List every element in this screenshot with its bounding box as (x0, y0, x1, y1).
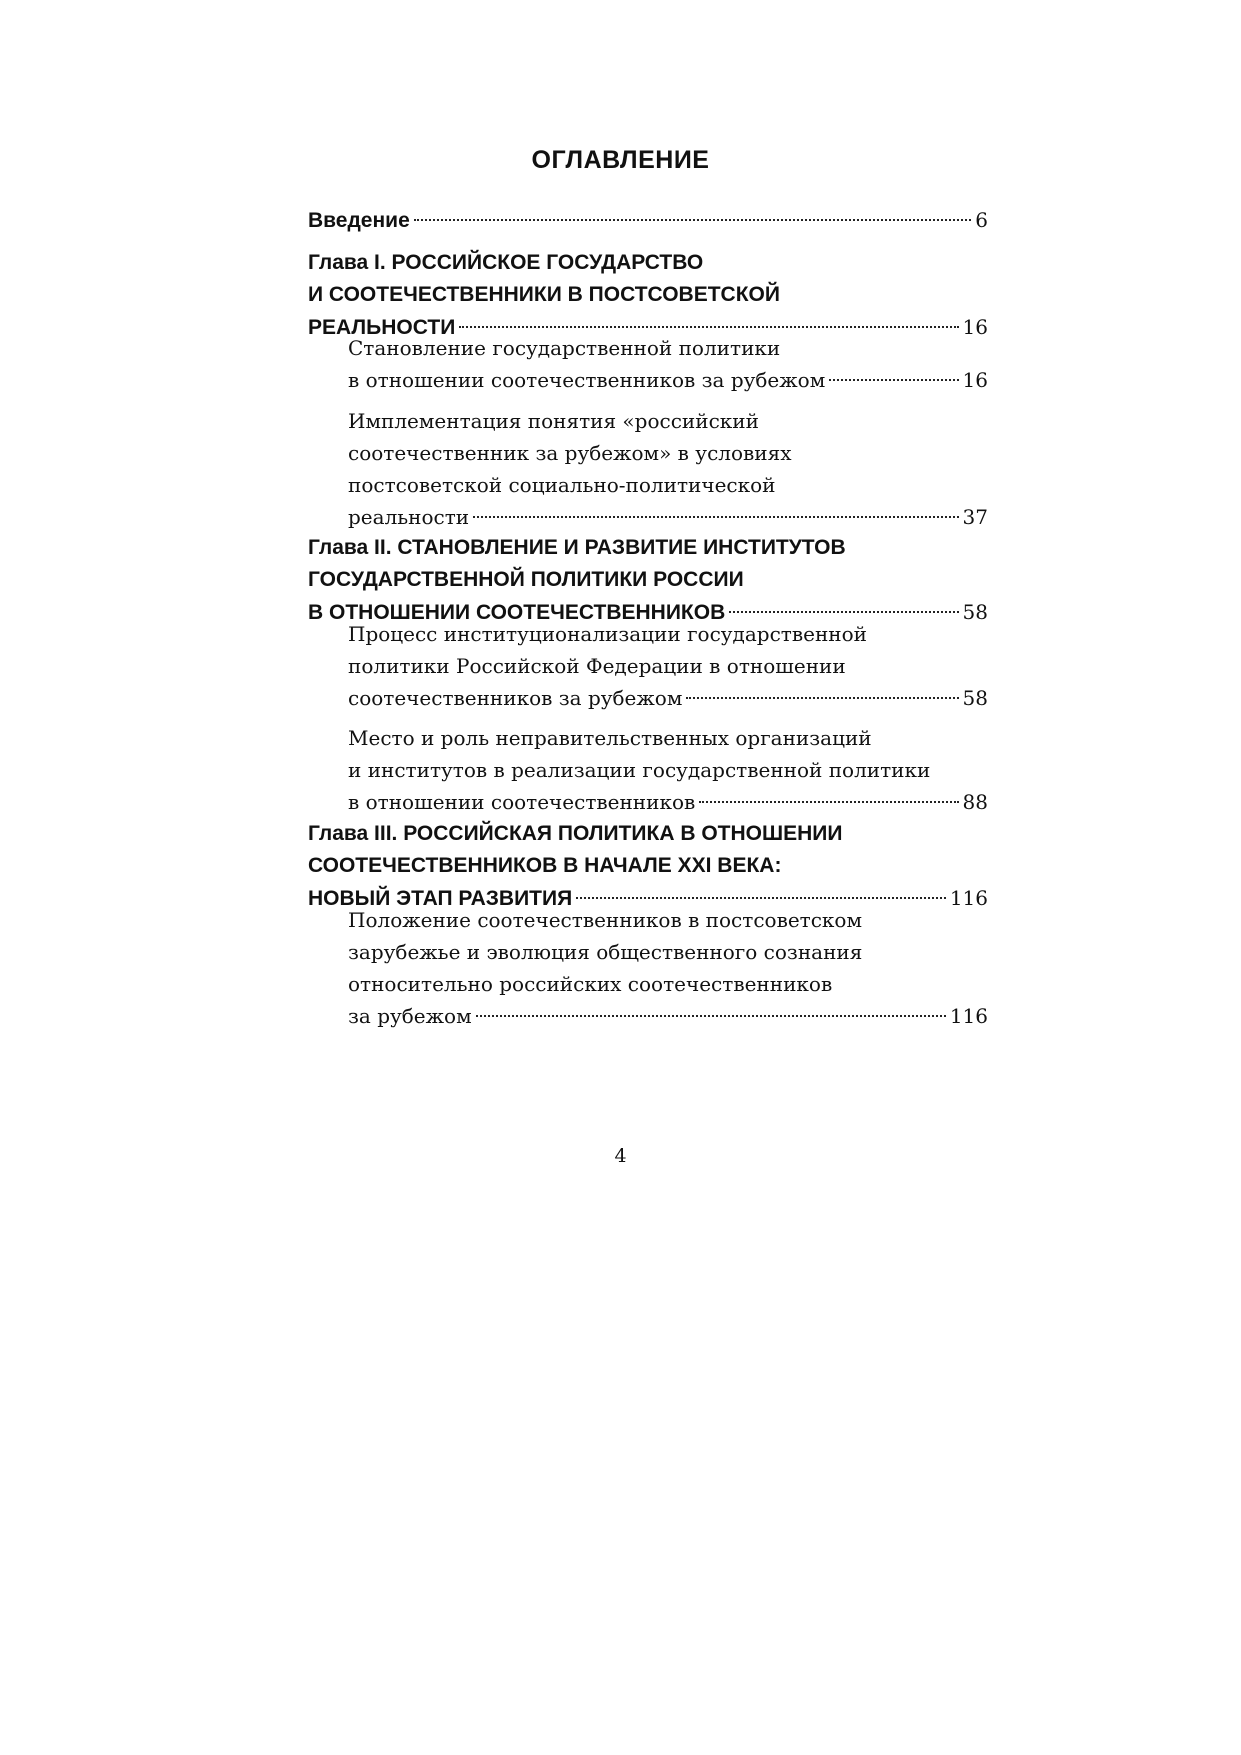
toc-entry-chapter-1[interactable] (308, 247, 988, 343)
toc-page-number: 16 (962, 368, 988, 392)
toc-entry-section-1-2[interactable] (348, 405, 988, 533)
toc-entry-title-line: в отношении соотечественников (348, 790, 696, 814)
toc-entry-introduction[interactable] (308, 204, 988, 236)
toc-entry-title: Введение (308, 209, 410, 232)
dot-leader (699, 801, 958, 803)
toc-entry-title-line: соотечественников за рубежом (348, 686, 683, 710)
dot-leader (459, 326, 958, 328)
toc-page-number: 6 (975, 208, 988, 232)
dot-leader (473, 516, 958, 518)
toc-entry-title-line: НОВЫЙ ЭТАП РАЗВИТИЯ (308, 887, 573, 910)
page-number: 4 (614, 1145, 627, 1167)
toc-page-number: 58 (962, 686, 988, 710)
toc-entry-title-line: Глава I. РОССИЙСКОЕ ГОСУДАРСТВО (308, 251, 704, 274)
toc-entry-title-line: ГОСУДАРСТВЕННОЙ ПОЛИТИКИ РОССИИ (308, 568, 744, 591)
dot-leader (476, 1015, 946, 1017)
toc-entry-title-line: соотечественник за рубежом» в условиях (348, 441, 792, 465)
toc-entry-title-line: Становление государственной политики (348, 336, 781, 360)
toc-page-number: 116 (949, 1004, 988, 1028)
toc-entry-title-line: Положение соотечественников в постсоветском (348, 908, 863, 932)
toc-page-number: 58 (962, 600, 988, 624)
toc-entry-section-2-1[interactable] (348, 618, 988, 714)
toc-entry-title-line: в отношении соотечественников за рубежом (348, 368, 826, 392)
toc-entry-title-line: относительно российских соотечественников (348, 972, 833, 996)
toc-entry-title-line: постсоветской социально-политической (348, 473, 776, 497)
toc-entry-title-line: Место и роль неправительственных организаций (348, 726, 872, 750)
toc-entry-title-line: Глава III. РОССИЙСКАЯ ПОЛИТИКА В ОТНОШЕНИИ (308, 822, 843, 845)
dot-leader (729, 611, 958, 613)
toc-page-number: 37 (962, 505, 988, 529)
toc-entry-title-line: за рубежом (348, 1004, 472, 1028)
toc-entry-section-3-1[interactable] (348, 904, 988, 1032)
toc-entry-title-line: зарубежье и эволюция общественного сознания (348, 940, 863, 964)
toc-entry-title-line: политики Российской Федерации в отношении (348, 654, 846, 678)
toc-entry-title-line: Глава II. СТАНОВЛЕНИЕ И РАЗВИТИЕ ИНСТИТУТОВ (308, 536, 846, 559)
toc-entry-title-line: СООТЕЧЕСТВЕННИКОВ В НАЧАЛЕ XXI ВЕКА: (308, 854, 782, 877)
toc-entry-title-line: Имплементация понятия «российский (348, 409, 759, 433)
toc-entry-title-line: реальности (348, 505, 470, 529)
dot-leader (414, 219, 972, 221)
toc-entry-title-line: Процесс институционализации государственной (348, 622, 867, 646)
toc-entry-section-2-2[interactable] (348, 722, 988, 818)
toc-entry-section-1-1[interactable] (348, 332, 988, 396)
toc-entry-chapter-2[interactable] (308, 532, 988, 628)
toc-page-number: 16 (962, 315, 988, 339)
toc-entry-title-line: В ОТНОШЕНИИ СООТЕЧЕСТВЕННИКОВ (308, 601, 726, 624)
toc-page-number: 88 (962, 790, 988, 814)
toc-page-number: 116 (949, 886, 988, 910)
toc-entry-title-line: И СООТЕЧЕСТВЕННИКИ В ПОСТСОВЕТСКОЙ (308, 283, 780, 306)
dot-leader (829, 379, 958, 381)
toc-entry-chapter-3[interactable] (308, 818, 988, 914)
toc-entry-title-line: РЕАЛЬНОСТИ (308, 316, 456, 339)
dot-leader (576, 897, 946, 899)
page-title: ОГЛАВЛЕНИЕ (531, 146, 710, 174)
toc-entry-title-line: и институтов в реализации государственной политики (348, 758, 931, 782)
dot-leader (686, 697, 958, 699)
